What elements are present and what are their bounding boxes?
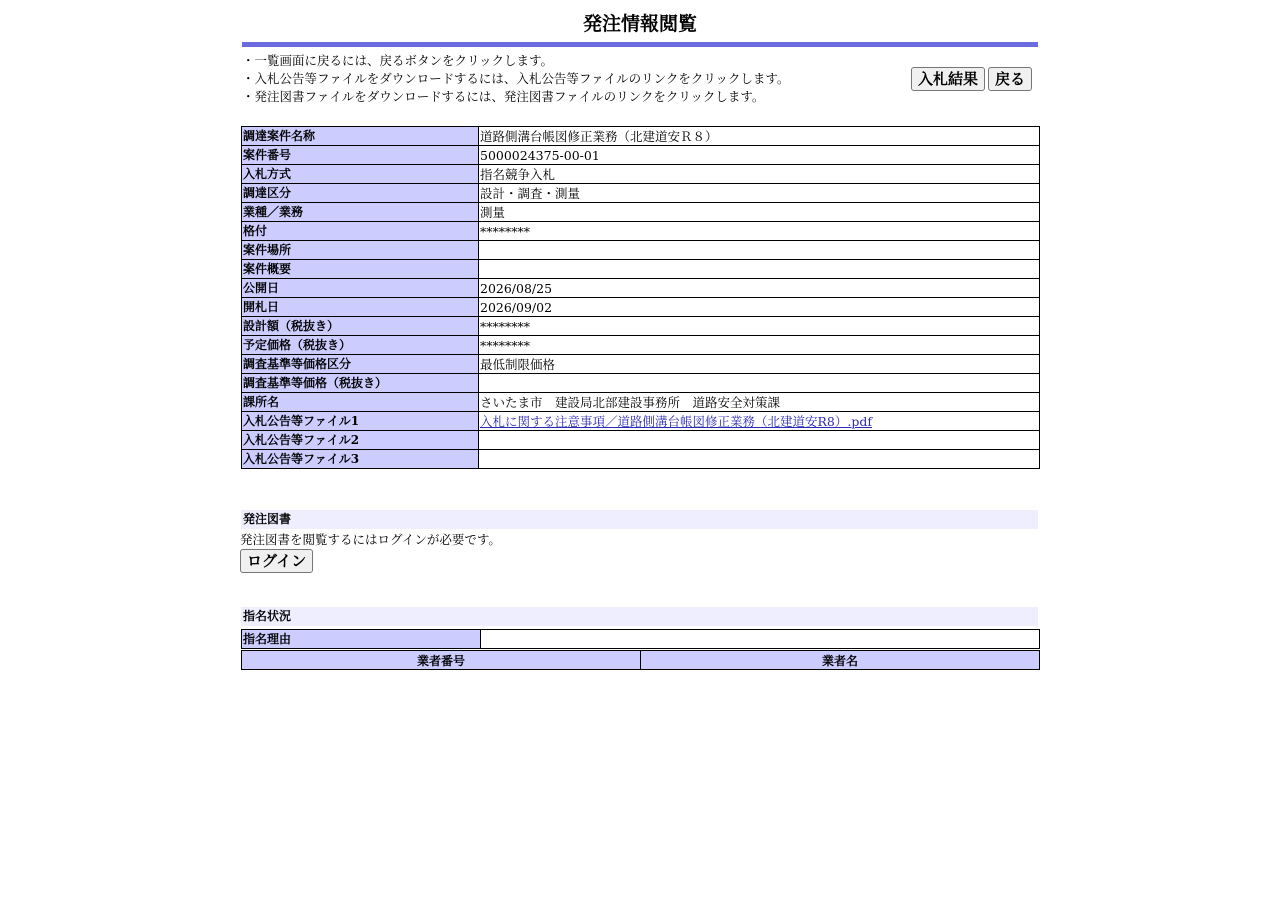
table-row [242, 203, 1040, 222]
row-label: 入札公告等ファイル3 [242, 450, 479, 469]
details-table [241, 126, 1040, 469]
row-label: 課所名 [242, 393, 479, 412]
row-value: 道路側溝台帳図修正業務（北建道安Ｒ８） [479, 127, 1040, 146]
top-button-group [911, 67, 1032, 91]
table-row [242, 336, 1040, 355]
nomination-reason-label: 指名理由 [242, 630, 481, 649]
table-row [242, 260, 1040, 279]
bid-notice-file-link[interactable]: 入札に関する注意事項／道路側溝台帳図修正業務（北建道安R8）.pdf [480, 413, 872, 429]
nomination-heading: 指名状況 [241, 607, 1038, 626]
table-row [242, 450, 1040, 469]
table-row [242, 431, 1040, 450]
row-label: 公開日 [242, 279, 479, 298]
row-value: ******** [479, 317, 1040, 336]
row-value: ******** [479, 222, 1040, 241]
row-value: 設計・調査・測量 [479, 184, 1040, 203]
row-value: 最低制限価格 [479, 355, 1040, 374]
order-docs-heading: 発注図書 [241, 510, 1038, 529]
table-header-row [242, 651, 1040, 670]
table-row [242, 393, 1040, 412]
table-row [242, 630, 1040, 649]
login-required-note: 発注図書を閲覧するにはログインが必要です。 [240, 532, 501, 547]
row-label: 調査基準等価格区分 [242, 355, 479, 374]
row-value [479, 412, 1040, 431]
row-label: 設計額（税抜き） [242, 317, 479, 336]
row-value: 指名競争入札 [479, 165, 1040, 184]
table-row [242, 279, 1040, 298]
login-button-wrap [240, 549, 313, 573]
row-label: 案件場所 [242, 241, 479, 260]
row-value: 2026/09/02 [479, 298, 1040, 317]
row-value: 測量 [479, 203, 1040, 222]
bid-result-button[interactable]: 入札結果 [911, 67, 985, 91]
nomination-reason-value [481, 630, 1040, 649]
row-label: 入札公告等ファイル2 [242, 431, 479, 450]
table-row [242, 317, 1040, 336]
table-row [242, 374, 1040, 393]
table-row [242, 184, 1040, 203]
row-value: 2026/08/25 [479, 279, 1040, 298]
row-value: 5000024375-00-01 [479, 146, 1040, 165]
row-label: 開札日 [242, 298, 479, 317]
table-row [242, 146, 1040, 165]
row-value: さいたま市 建設局北部建設事務所 道路安全対策課 [479, 393, 1040, 412]
title-divider [242, 42, 1038, 47]
instruction-line: ・発注図書ファイルをダウンロードするには、発注図書ファイルのリンクをクリックします。 [242, 89, 765, 104]
vendor-table [241, 650, 1040, 670]
row-label: 案件概要 [242, 260, 479, 279]
row-label: 調査基準等価格（税抜き） [242, 374, 479, 393]
instruction-line: ・一覧画面に戻るには、戻るボタンをクリックします。 [242, 53, 554, 68]
row-label: 調達区分 [242, 184, 479, 203]
row-label: 格付 [242, 222, 479, 241]
row-value [479, 260, 1040, 279]
back-button[interactable]: 戻る [988, 67, 1032, 91]
row-value: ******** [479, 336, 1040, 355]
row-value [479, 241, 1040, 260]
table-row [242, 165, 1040, 184]
row-label: 入札公告等ファイル1 [242, 412, 479, 431]
table-row [242, 355, 1040, 374]
row-label: 業種／業務 [242, 203, 479, 222]
nomination-table [241, 629, 1040, 649]
column-header-vendor-name: 業者名 [641, 651, 1040, 670]
column-header-vendor-number: 業者番号 [242, 651, 641, 670]
table-row [242, 412, 1040, 431]
row-label: 案件番号 [242, 146, 479, 165]
table-row [242, 127, 1040, 146]
instructions [242, 52, 902, 106]
row-label: 調達案件名称 [242, 127, 479, 146]
row-label: 予定価格（税抜き） [242, 336, 479, 355]
page-title: 発注情報閲覧 [582, 13, 697, 35]
instruction-line: ・入札公告等ファイルをダウンロードするには、入札公告等ファイルのリンクをクリックします。 [242, 71, 790, 86]
table-row [242, 222, 1040, 241]
row-value [479, 374, 1040, 393]
row-label: 入札方式 [242, 165, 479, 184]
table-row [242, 241, 1040, 260]
login-button[interactable]: ログイン [240, 549, 313, 573]
table-row [242, 298, 1040, 317]
row-value [479, 450, 1040, 469]
row-value [479, 431, 1040, 450]
